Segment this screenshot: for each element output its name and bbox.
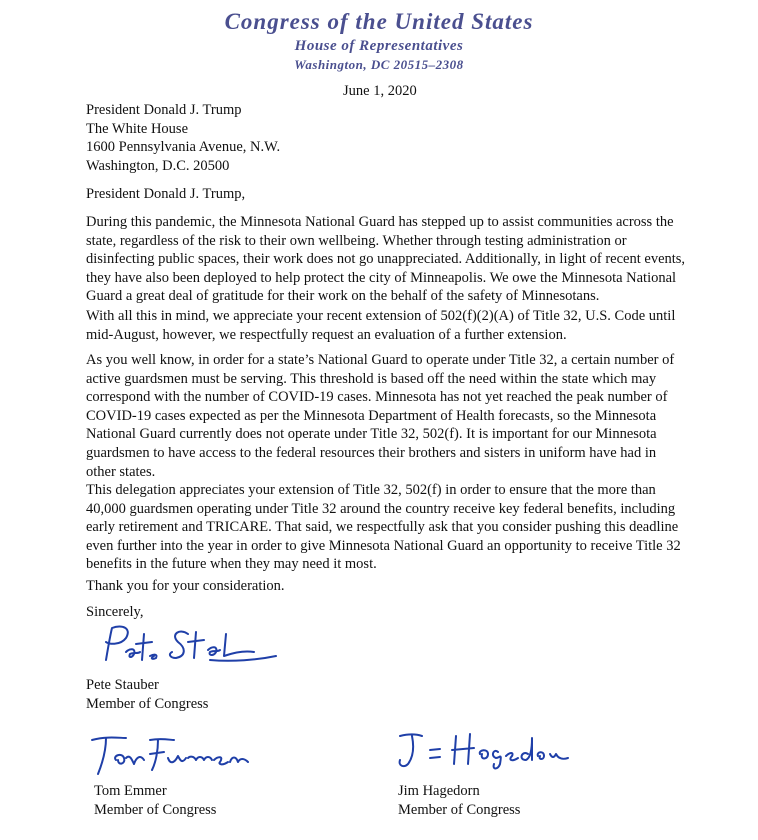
letter-date: June 1, 2020 <box>343 83 417 99</box>
recipient-line: President Donald J. Trump <box>86 102 242 118</box>
signature-emmer <box>86 730 256 780</box>
letterhead-subtitle: House of Representatives <box>294 38 464 54</box>
signer-name: Tom Emmer <box>94 783 167 799</box>
signature-hagedorn-drawing <box>394 728 574 778</box>
signer-title: Member of Congress <box>398 801 521 818</box>
body-paragraph: As you well know, in order for a state’s National Guard to operate under Title 32, a certain number of active guardsmen must be serving. This threshold is based off the need within the state which may correspond with the number of COVID-19 cases. Minnesota has not yet reached the peak number of COVID-19 cases expected as per the Minnesota Department of Health forecasts, so the Minnesota National Guard currently does not operate under Title 32, 502(f). It is important for our Minnesota guardsmen to have access to the federal resources their brothers and sisters in uniform have had in other states. <box>86 352 675 480</box>
body-paragraph: With all this in mind, we appreciate your recent extension of 502(f)(2)(A) of Title 32, U.S. Code until mid-August, however, we respectfully request an evaluation of a further extension. <box>86 308 676 343</box>
signer-stauber <box>86 676 208 713</box>
signature-stauber <box>92 620 282 670</box>
letterhead-address: Washington, DC 20515–2308 <box>294 57 464 72</box>
recipient-address <box>86 101 280 175</box>
body-paragraph: This delegation appreciates your extension of Title 32, 502(f) in order to ensure that the more than 40,000 guardsmen operating under Title 32 around the country receive key federal benefits, including early retirement and TRICARE. That said, we respectfully ask that you consider pushing this deadline even further into the year in order to give Minnesota National Guard an opportunity to receive Title 32 benefits in the future when they may need it most. <box>86 482 681 573</box>
closing: Sincerely, <box>86 604 144 620</box>
signature-stauber-drawing <box>92 620 282 670</box>
recipient-line: The White House <box>86 120 189 137</box>
signer-hagedorn <box>398 782 520 819</box>
signer-title: Member of Congress <box>86 695 209 712</box>
signer-name: Pete Stauber <box>86 677 159 693</box>
signer-emmer <box>94 782 216 819</box>
signature-emmer-drawing <box>86 730 256 780</box>
recipient-line: Washington, D.C. 20500 <box>86 157 230 174</box>
signer-title: Member of Congress <box>94 801 217 818</box>
letterhead-title: Congress of the United States <box>224 9 534 34</box>
body-paragraph: Thank you for your consideration. <box>86 578 285 594</box>
recipient-line: 1600 Pennsylvania Avenue, N.W. <box>86 139 281 156</box>
signer-name: Jim Hagedorn <box>398 783 480 799</box>
letterhead <box>0 8 758 74</box>
body-paragraph: During this pandemic, the Minnesota National Guard has stepped up to assist communities across the state, regardless of the risk to their own wellbeing. Whether through testing administration or disinfecting public spaces, their work does not go unappreciated. Additionally, in light of recent events, they have also been deployed to help protect the city of Minneapolis. We owe the Minnesota National Guard a great deal of gratitude for their work on the behalf of the safety of Minnesotans. <box>86 214 686 305</box>
salutation: President Donald J. Trump, <box>86 186 246 202</box>
signature-hagedorn <box>394 728 574 778</box>
